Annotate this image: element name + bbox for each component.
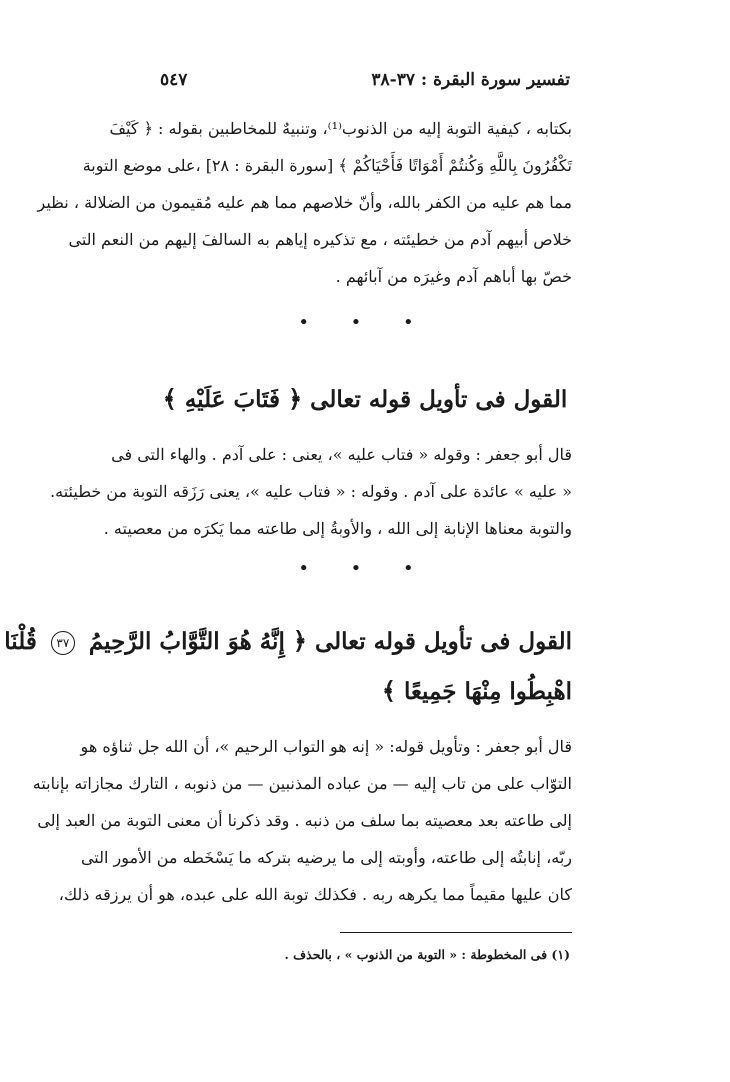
running-head (160, 66, 570, 94)
text-line: قال أبو جعفر : وقوله « فتاب عليه »، يعنى : على آدم . والهاء التى فى (111, 445, 572, 464)
footnote-rule (340, 932, 572, 933)
text-line: كان عليها مقيماً مما يكرهه ربه . فكذلك توبة الله على عبده، هو أن يرزقه ذلك، (58, 885, 572, 904)
running-title: تفسير سورة البقرة : ٣٧-٣٨ (371, 70, 570, 90)
text-line: تَكْفُرُونَ بِاللَّهِ وَكُنتُمْ أَمْوَاتًا فَأَحْيَاكُمْ ﴾ [سورة البقرة : ٢٨] ،على موضع التوبة (82, 156, 572, 175)
text-line: بكتابه ، كيفية التوبة إليه من الذنوب⁽¹⁾، وتنبيهٌ للمخاطبين بقوله : ﴿ كَيْفَ (109, 119, 572, 138)
quran-verse: فَتَابَ عَلَيْهِ (184, 386, 281, 413)
section-heading (158, 384, 572, 413)
verse-number: ٣٧ (51, 631, 75, 655)
section-separator: • • • (298, 558, 432, 579)
section-heading (4, 626, 572, 655)
quran-verse: إِنَّهُ هُوَ التَّوَّابُ الرَّحِيمُ (88, 628, 285, 655)
section-separator: • • • (298, 312, 432, 333)
text-line: خلاص أبيهم آدم من خطيئته ، مع تذكيره إياهم به السالفَ إليهم من النعم التى (68, 230, 572, 249)
text-line: « عليه » عائدة على آدم . وقوله : « فتاب عليه »، يعنى رَزَقه التوبة من خطيئته. (50, 482, 572, 501)
open-brace: ﴿ (292, 626, 307, 655)
text-line: ربّه، إنابتُه إلى طاعته، وأوبته إلى ما يرضيه بتركه ما يَسْخَطه من الأمور التى (80, 848, 572, 867)
footnote: (١) فى المخطوطة : « التوبة من الذنوب » ، بالحذف . (284, 947, 570, 962)
paragraph-1 (37, 110, 572, 295)
paragraph-2 (50, 436, 572, 547)
paragraph-3 (32, 728, 572, 913)
quran-verse: اهْبِطُوا مِنْهَا جَمِيعًا (403, 678, 572, 705)
heading-prefix: القول فى تأويل قوله تعالى (310, 386, 568, 413)
page-number: ٥٤٧ (160, 70, 188, 90)
section-heading-continued (158, 676, 572, 705)
close-brace: ﴾ (162, 384, 177, 413)
open-brace: ﴿ (288, 384, 303, 413)
text-line: التوّاب على من تاب إليه — من عباده المذنبين — من ذنوبه ، التارك مجازاته بإنابته (32, 774, 572, 793)
quran-verse: قُلْنَا (4, 628, 37, 655)
text-line: مما هم عليه من الكفر بالله، وأنّ خلاصهم مما هم عليه مُقيمون من الضلالة ، نظير (37, 193, 572, 212)
heading-prefix: القول فى تأويل قوله تعالى (314, 628, 572, 655)
text-line: قال أبو جعفر : وتأويل قوله: « إنه هو التواب الرحيم »، أن الله جل ثناؤه هو (80, 737, 572, 756)
close-brace: ﴾ (381, 676, 396, 705)
text-line: خصّ بها أباهم آدم وغيرَه من آبائهم . (335, 267, 572, 286)
text-line: إلى طاعته بعد معصيته بما سلف من ذنبه . وقد ذكرنا أن معنى التوبة من العبد إلى (37, 811, 572, 830)
text-line: والتوبة معناها الإنابة إلى الله ، والأوبةُ إلى طاعته مما يَكرَه من معصيته . (103, 519, 572, 538)
